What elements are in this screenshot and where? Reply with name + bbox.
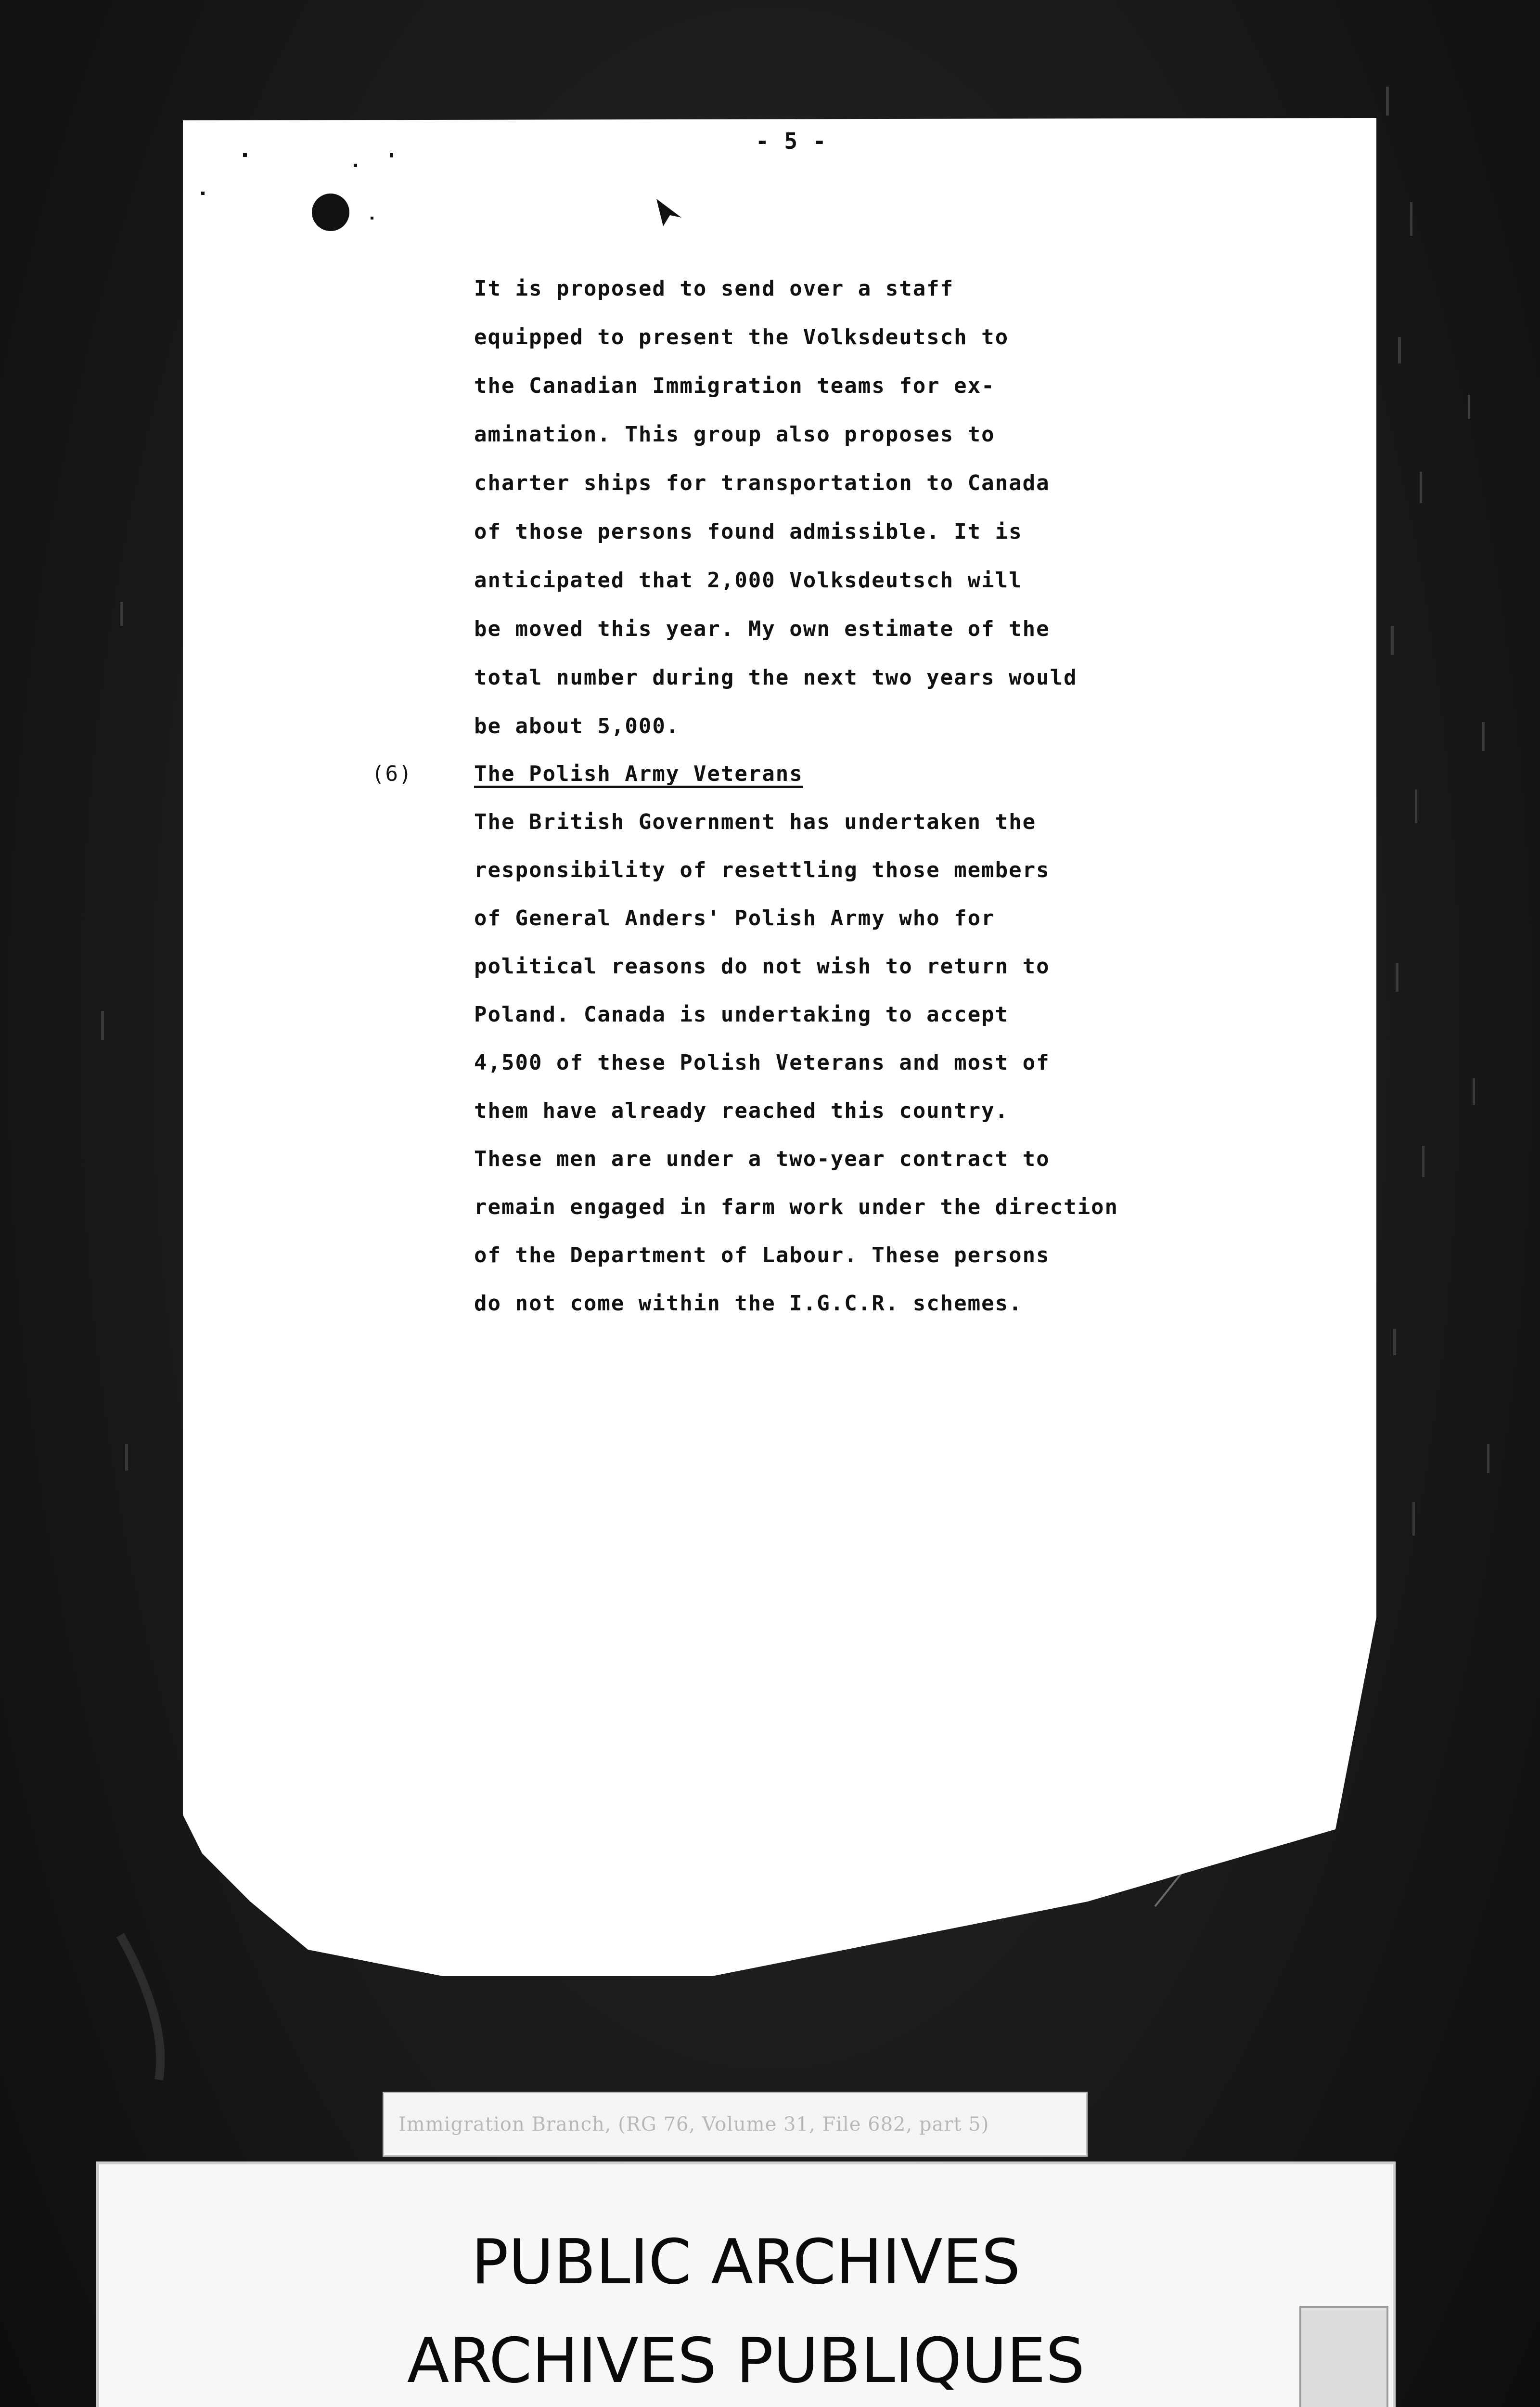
- body-line: political reasons do not wish to return to: [474, 954, 1050, 979]
- punch-hole-mark: [312, 194, 349, 231]
- source-caption-strip: [383, 2092, 1088, 2157]
- body-line: of General Anders' Polish Army who for: [474, 906, 995, 931]
- body-line: equipped to present the Volksdeutsch to: [474, 325, 1009, 349]
- body-line: them have already reached this country.: [474, 1099, 1009, 1123]
- body-line: amination. This group also proposes to: [474, 422, 995, 447]
- archive-card-line: ARCHIVES PUBLIQUES: [407, 2325, 1085, 2397]
- body-line: It is proposed to send over a staff: [474, 276, 954, 301]
- body-line: anticipated that 2,000 Volksdeutsch will: [474, 568, 1023, 593]
- archive-card-line: PUBLIC ARCHIVES: [471, 2226, 1021, 2298]
- body-line: The British Government has undertaken the: [474, 810, 1037, 834]
- body-line: do not come within the I.G.C.R. schemes.: [474, 1291, 1023, 1316]
- body-line: remain engaged in farm work under the direction: [474, 1195, 1119, 1219]
- body-line: of the Department of Labour. These persons: [474, 1243, 1050, 1268]
- body-line: charter ships for transportation to Canada: [474, 471, 1050, 495]
- archive-card: [96, 2161, 1396, 2407]
- body-line: the Canadian Immigration teams for ex-: [474, 374, 995, 398]
- body-line: 4,500 of these Polish Veterans and most of: [474, 1050, 1050, 1075]
- section-heading: The Polish Army Veterans: [474, 762, 803, 786]
- section-number: (6): [372, 762, 413, 786]
- body-line: These men are under a two-year contract to: [474, 1147, 1050, 1171]
- body-line: be moved this year. My own estimate of the: [474, 617, 1050, 641]
- page-number: - 5 -: [756, 128, 827, 154]
- body-line: total number during the next two years would: [474, 665, 1078, 690]
- body-line: of those persons found admissible. It is: [474, 519, 1023, 544]
- body-line: Poland. Canada is undertaking to accept: [474, 1002, 1009, 1027]
- card-clip-tab: [1299, 2306, 1388, 2407]
- body-line: responsibility of resettling those members: [474, 858, 1050, 882]
- body-line: be about 5,000.: [474, 714, 680, 738]
- source-caption: Immigration Branch, (RG 76, Volume 31, File 682, part 5): [398, 2113, 989, 2135]
